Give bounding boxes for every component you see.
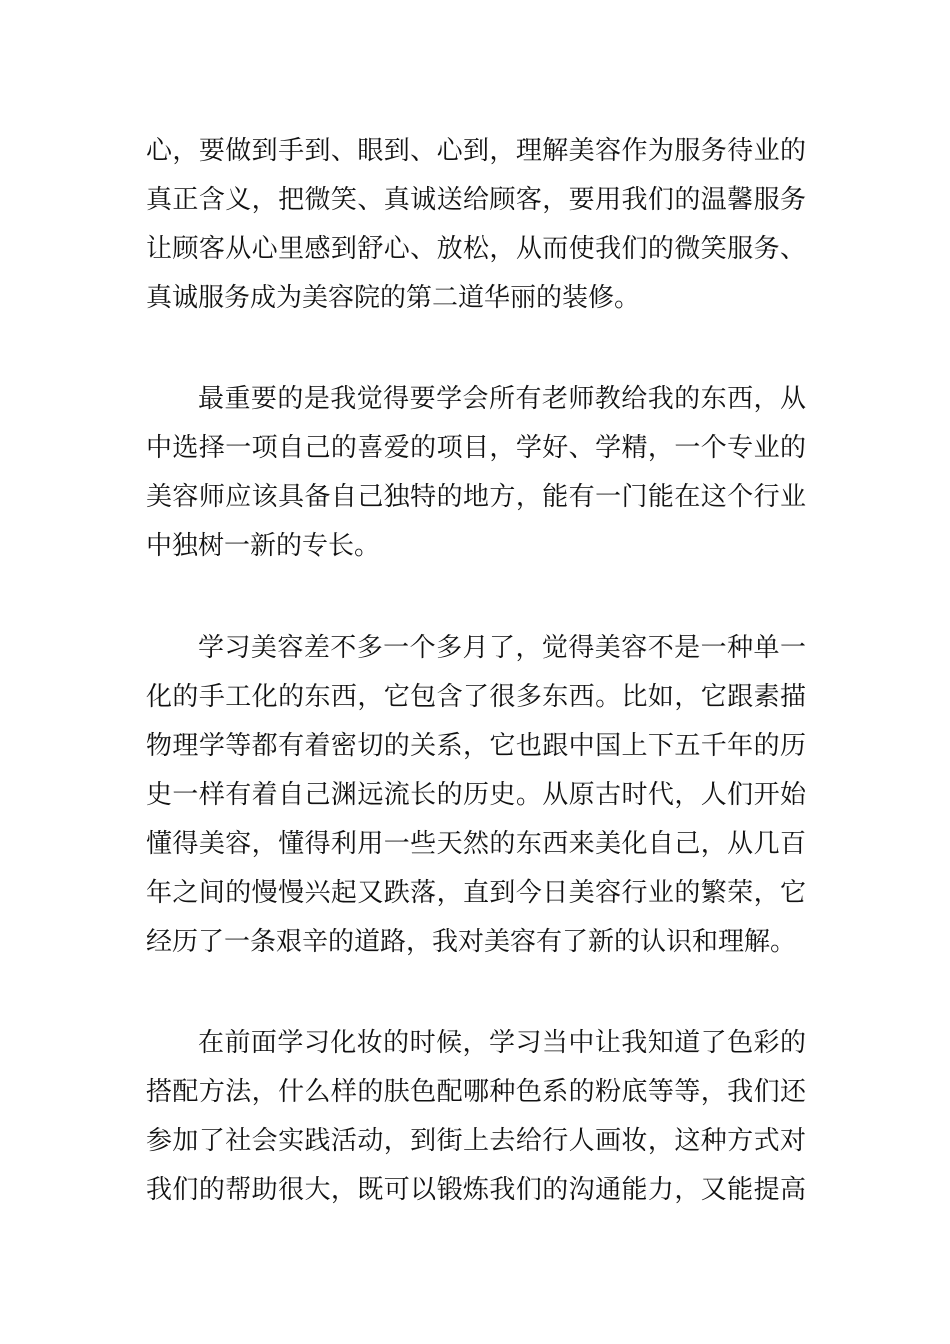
paragraph-4 (146, 1019, 806, 1215)
paragraph-3 (146, 624, 806, 967)
paragraph-line: 中独树一新的专长。 (146, 531, 381, 561)
paragraph-line: 搭配方法，什么样的肤色配哪种色系的粉底等等，我们还 (146, 1077, 806, 1107)
paragraph-line: 学习美容差不多一个多月了，觉得美容不是一种单一 (198, 633, 806, 663)
paragraph-2 (146, 375, 806, 571)
paragraph-line: 物理学等都有着密切的关系，它也跟中国上下五千年的历 (146, 731, 806, 761)
paragraph-line: 懂得美容，懂得利用一些天然的东西来美化自己，从几百 (146, 829, 806, 859)
paragraph-line: 心，要做到手到、眼到、心到，理解美容作为服务待业的 (146, 136, 806, 166)
paragraph-line: 最重要的是我觉得要学会所有老师教给我的东西，从 (198, 384, 806, 414)
paragraph-line: 我们的帮助很大，既可以锻炼我们的沟通能力，又能提高 (146, 1175, 806, 1205)
paragraph-line: 真正含义，把微笑、真诚送给顾客，要用我们的温馨服务 (146, 185, 806, 215)
paragraph-1 (146, 127, 806, 323)
paragraph-line: 史一样有着自己渊远流长的历史。从原古时代，人们开始 (146, 780, 806, 810)
paragraph-line: 美容师应该具备自己独特的地方，能有一门能在这个行业 (146, 482, 806, 512)
paragraph-line: 年之间的慢慢兴起又跌落，直到今日美容行业的繁荣，它 (146, 878, 806, 908)
paragraph-line: 让顾客从心里感到舒心、放松，从而使我们的微笑服务、 (146, 234, 806, 264)
paragraph-line: 中选择一项自己的喜爱的项目，学好、学精，一个专业的 (146, 433, 806, 463)
paragraph-line: 在前面学习化妆的时候，学习当中让我知道了色彩的 (198, 1028, 806, 1058)
paragraph-line: 化的手工化的东西，它包含了很多东西。比如，它跟素描 (146, 682, 806, 712)
paragraph-line: 真诚服务成为美容院的第二道华丽的装修。 (146, 283, 641, 313)
paragraph-line: 参加了社会实践活动，到街上去给行人画妆，这种方式对 (146, 1126, 806, 1156)
paragraph-line: 经历了一条艰辛的道路，我对美容有了新的认识和理解。 (146, 927, 797, 957)
